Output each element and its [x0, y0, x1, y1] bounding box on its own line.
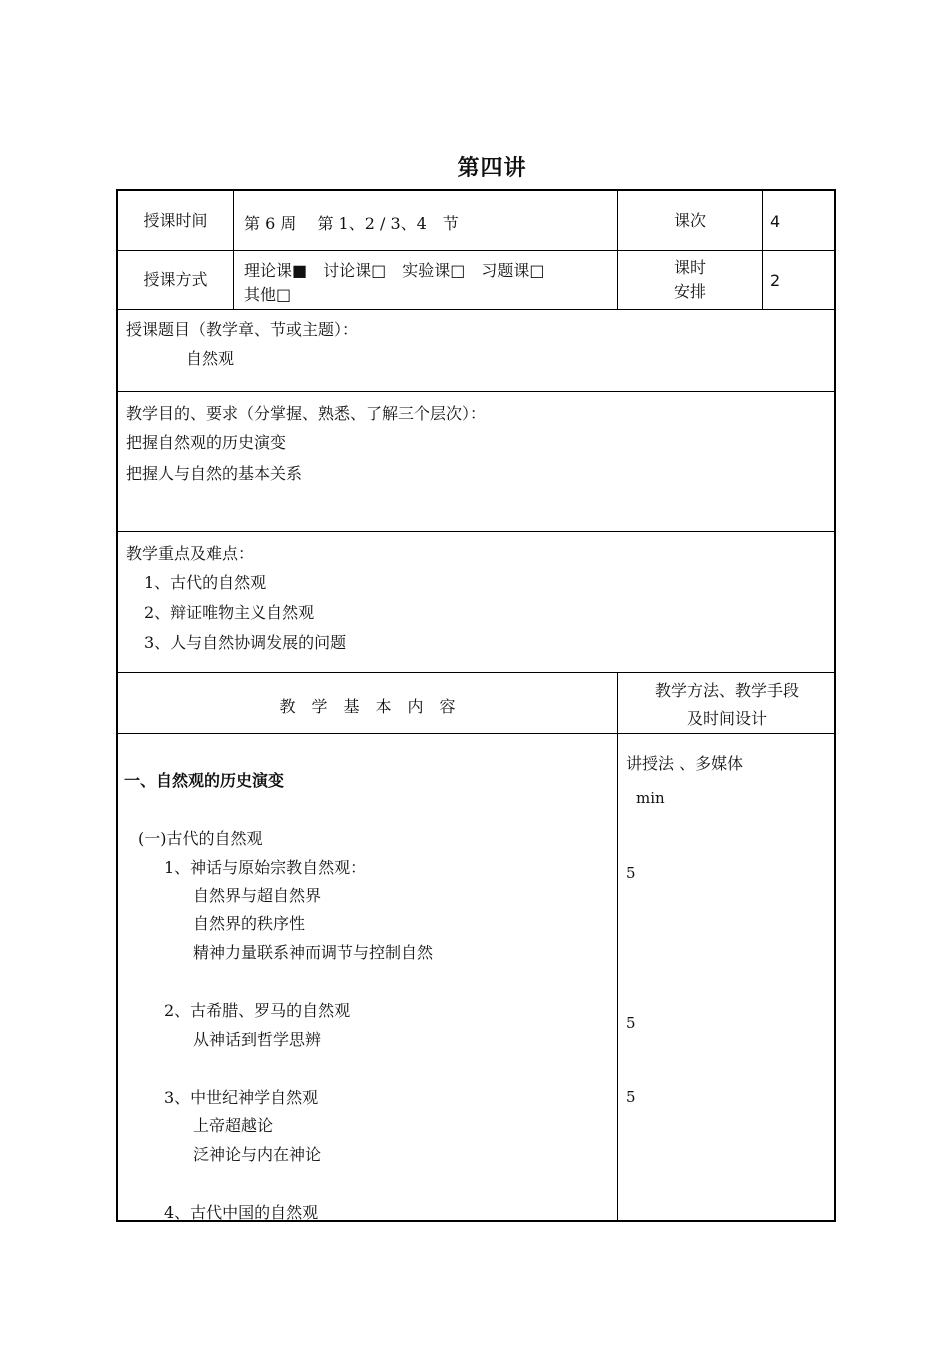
- objectives-label: 教学目的、要求（分掌握、熟悉、了解三个层次）：: [126, 404, 487, 423]
- content-line: 从神话到哲学思辨: [193, 1030, 322, 1049]
- row-divider: [118, 531, 834, 532]
- row-divider: [118, 733, 834, 734]
- mode-other: 其他□: [244, 285, 292, 304]
- methods-header: 及时间设计: [686, 709, 767, 728]
- page-title: 第四讲: [457, 156, 527, 181]
- col-divider: [233, 191, 234, 309]
- topic-label: 授课题目（教学章、节或主题）：: [126, 320, 359, 339]
- hours-label: 课时: [673, 258, 706, 277]
- subsection-heading: (一)古代的自然观: [138, 829, 263, 848]
- content-line: 1、神话与原始宗教自然观：: [164, 858, 367, 877]
- row-divider: [118, 672, 834, 673]
- content-line: 4、古代中国的自然观: [164, 1203, 319, 1222]
- keypoint-item: 1、古代的自然观: [144, 573, 267, 592]
- count-label: 课次: [673, 211, 706, 230]
- content-line: 2、古希腊、罗马的自然观: [164, 1001, 351, 1020]
- content-line: 自然界与超自然界: [193, 886, 322, 905]
- col-divider: [617, 672, 618, 1220]
- lesson-plan-table: [116, 189, 836, 1222]
- content-header: 教 学 基 本 内 容: [279, 697, 456, 716]
- content-line: 上帝超越论: [193, 1116, 274, 1135]
- methods-header: 教学方法、教学手段: [654, 681, 799, 700]
- mode-label: 授课方式: [143, 270, 208, 289]
- section-heading: 一、自然观的历史演变: [124, 771, 285, 790]
- col-divider: [762, 191, 763, 309]
- keypoint-item: 2、辩证唯物主义自然观: [144, 603, 315, 622]
- teaching-method: 讲授法 、多媒体: [626, 754, 744, 773]
- topic-value: 自然观: [186, 349, 235, 368]
- time-unit: min: [636, 789, 665, 807]
- count-value: 4: [770, 212, 781, 231]
- keypoints-label: 教学重点及难点：: [126, 544, 255, 563]
- time-value: 5: [626, 1014, 636, 1032]
- row-divider: [118, 250, 834, 251]
- content-line: 泛神论与内在神论: [193, 1145, 322, 1164]
- content-line: 3、中世纪神学自然观: [164, 1088, 319, 1107]
- row-divider: [118, 391, 834, 392]
- keypoint-item: 3、人与自然协调发展的问题: [144, 633, 347, 652]
- hours-value: 2: [770, 271, 781, 290]
- content-line: 精神力量联系神而调节与控制自然: [193, 943, 434, 962]
- time-label: 授课时间: [143, 211, 208, 230]
- mode-options: 理论课■ 讨论课□ 实验课□ 习题课□: [244, 261, 545, 280]
- hours-label: 安排: [673, 282, 706, 301]
- content-line: 自然界的秩序性: [193, 914, 306, 933]
- time-value: 5: [626, 1088, 636, 1106]
- time-value: 第 6 周 第 1、2 / 3、4 节: [244, 214, 459, 233]
- objective-item: 把握人与自然的基本关系: [126, 464, 303, 483]
- time-value: 5: [626, 864, 636, 882]
- objective-item: 把握自然观的历史演变: [126, 433, 287, 452]
- row-divider: [118, 309, 834, 310]
